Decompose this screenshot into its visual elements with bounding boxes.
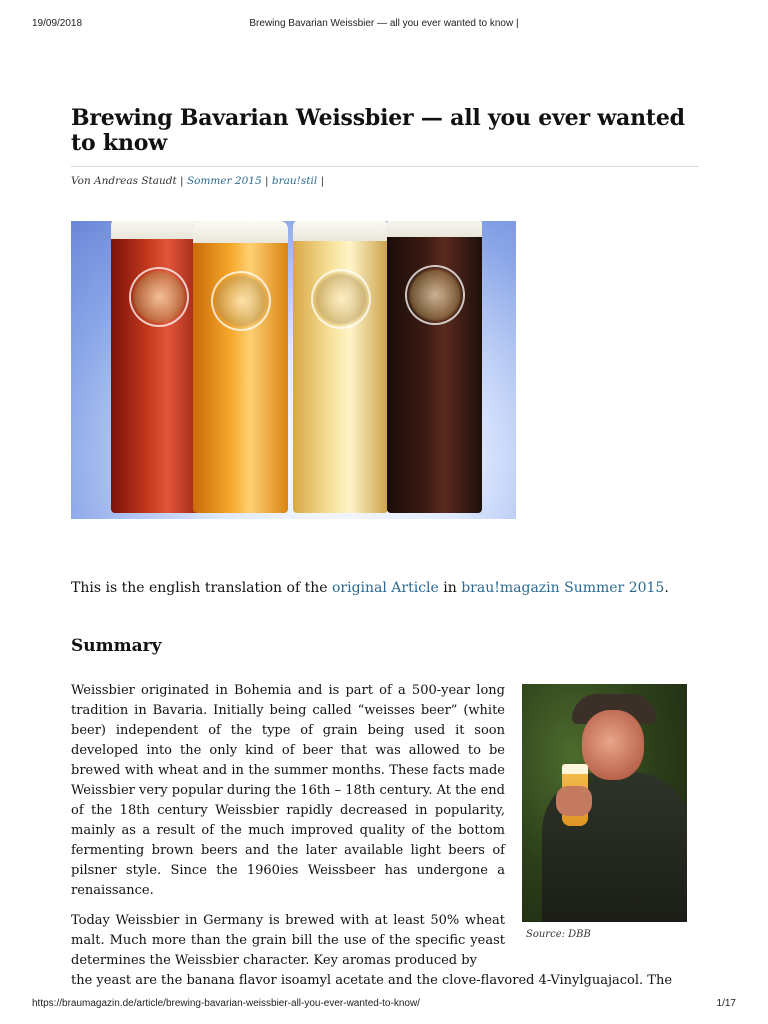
beer-glass-light xyxy=(293,221,388,513)
intro-text: . xyxy=(664,580,669,596)
byline-separator: | xyxy=(320,175,325,187)
print-footer xyxy=(32,998,736,1012)
byline xyxy=(71,166,699,187)
braumagazin-summer-link[interactable]: brau!magazin Summer 2015 xyxy=(461,580,665,596)
brewery-logo-icon xyxy=(311,269,371,329)
issue-link[interactable]: Sommer 2015 xyxy=(186,175,262,187)
print-date: 19/09/2018 xyxy=(32,18,83,29)
summary-body xyxy=(71,681,505,981)
photo-man-with-beer xyxy=(522,684,687,922)
byline-separator: | xyxy=(265,175,269,187)
beer-glass-amber xyxy=(193,221,288,513)
intro-paragraph xyxy=(71,578,699,598)
intro-text: This is the english translation of the xyxy=(71,580,328,596)
print-page-title: Brewing Bavarian Weissbier — all you ever wanted to know | xyxy=(249,18,519,29)
hero-image-beer-glasses xyxy=(71,221,516,519)
brewery-logo-icon xyxy=(405,265,465,325)
photo-caption: Source: DBB xyxy=(526,929,591,940)
summary-paragraph-2: Today Weissbier in Germany is brewed with at least 50% wheat malt. Much more than the grain bill the use of the specific yeast determines the Weissbier character. Key aromas produced by xyxy=(71,913,505,968)
byline-separator: | xyxy=(180,175,184,187)
original-article-link[interactable]: original Article xyxy=(331,580,439,596)
summary-paragraph-1: Weissbier originated in Bohemia and is part of a 500-year long tradition in Bavaria. Initially being called “weisses beer” (white beer) independent of the type of grain being used it soon developed into the only kind of beer that was allowed to be brewed with wheat and in the summer months. These facts made Weissbier very popular during the 16th – 18th century. At the end of the 18th century Weissbier rapidly decreased in popularity, mainly as a result of the much improved quality of the bottom fermenting brown beers and the later available light beers of pilsner style. Since the 1960ies Weissbeer has undergone a renaissance. xyxy=(71,683,505,898)
summary-heading: Summary xyxy=(71,636,162,656)
page-number: 1/17 xyxy=(716,998,736,1009)
category-link[interactable]: brau!stil xyxy=(271,175,318,187)
brewery-logo-icon xyxy=(211,271,271,331)
summary-paragraph-2-continued: the yeast are the banana flavor isoamyl acetate and the clove-flavored 4-Vinylguajacol. The xyxy=(71,973,673,988)
article-header xyxy=(71,106,699,187)
print-header xyxy=(32,18,736,32)
brewery-logo-icon xyxy=(129,267,189,327)
intro-text: in xyxy=(443,580,457,596)
print-url: https://braumagazin.de/article/brewing-bavarian-weissbier-all-you-ever-wanted-to-know/ xyxy=(32,998,420,1009)
byline-author: Von Andreas Staudt xyxy=(71,175,177,187)
beer-glass-red xyxy=(111,221,206,513)
beer-glass-dark xyxy=(387,221,482,513)
article-title: Brewing Bavarian Weissbier — all you ever wanted to know xyxy=(71,105,685,156)
